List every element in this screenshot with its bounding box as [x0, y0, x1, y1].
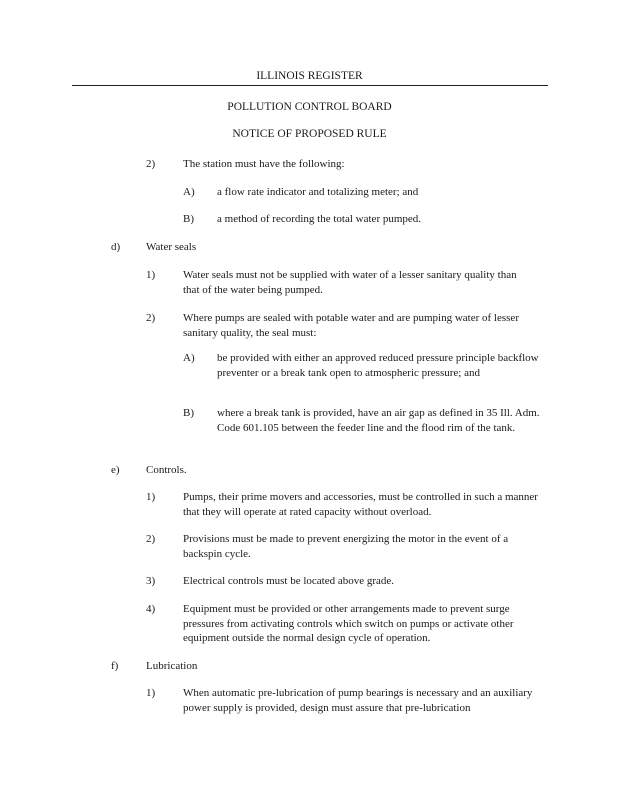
item-label-f1: 1): [146, 687, 156, 699]
item-label-d1: 1): [146, 269, 156, 281]
notice-title: NOTICE OF PROPOSED RULE: [232, 128, 387, 140]
item-text-2: The station must have the following:: [183, 158, 345, 170]
section-title-d: Water seals: [146, 241, 197, 253]
item-label-d2b: B): [183, 407, 194, 419]
item-text-d2: Where pumps are sealed with potable water and are pumping water of lesser sanitary quality, the seal must:: [183, 312, 519, 339]
item-label-d2: 2): [146, 312, 156, 324]
item-text-d2b: where a break tank is provided, have an air gap as defined in 35 Ill. Adm. Code 601.105 between the feeder line and the flood rim of the tank.: [217, 407, 540, 434]
item-text-f1: When automatic pre-lubrication of pump bearings is necessary and an auxiliary power supply is provided, design must assure that pre-lubrication: [183, 687, 533, 714]
section-title-f: Lubrication: [146, 660, 198, 672]
item-text-e2: Provisions must be made to prevent energizing the motor in the event of a backspin cycle.: [183, 533, 509, 560]
header-rule: [72, 85, 548, 86]
item-label-2a: A): [183, 186, 195, 198]
section-label-d: d): [111, 241, 121, 253]
item-text-d1: Water seals must not be supplied with water of a lesser sanitary quality than that of the water being pumped.: [183, 269, 517, 296]
item-label-d2a: A): [183, 352, 195, 364]
item-label-e4: 4): [146, 603, 156, 615]
board-title: POLLUTION CONTROL BOARD: [227, 101, 392, 113]
register-title: ILLINOIS REGISTER: [256, 70, 363, 82]
item-text-2a: a flow rate indicator and totalizing meter; and: [217, 186, 419, 198]
item-text-e4: Equipment must be provided or other arrangements made to prevent surge pressures from activating controls which switch on pumps or activate other equipment outside the normal design cycle of operation.: [183, 603, 514, 644]
item-text-e3: Electrical controls must be located above grade.: [183, 575, 395, 587]
item-text-2b: a method of recording the total water pumped.: [217, 213, 422, 225]
section-label-e: e): [111, 464, 120, 476]
item-label-2b: B): [183, 213, 194, 225]
item-text-d2a: be provided with either an approved reduced pressure principle backflow preventer or a break tank open to atmospheric pressure; and: [217, 352, 539, 379]
section-title-e: Controls.: [146, 464, 187, 476]
section-label-f: f): [111, 660, 119, 672]
item-label-e1: 1): [146, 491, 156, 503]
item-label-e3: 3): [146, 575, 156, 587]
item-label-e2: 2): [146, 533, 156, 545]
item-text-e1: Pumps, their prime movers and accessories, must be controlled in such a manner that they will operate at rated capacity without overload.: [183, 491, 538, 518]
item-label-2: 2): [146, 158, 156, 170]
